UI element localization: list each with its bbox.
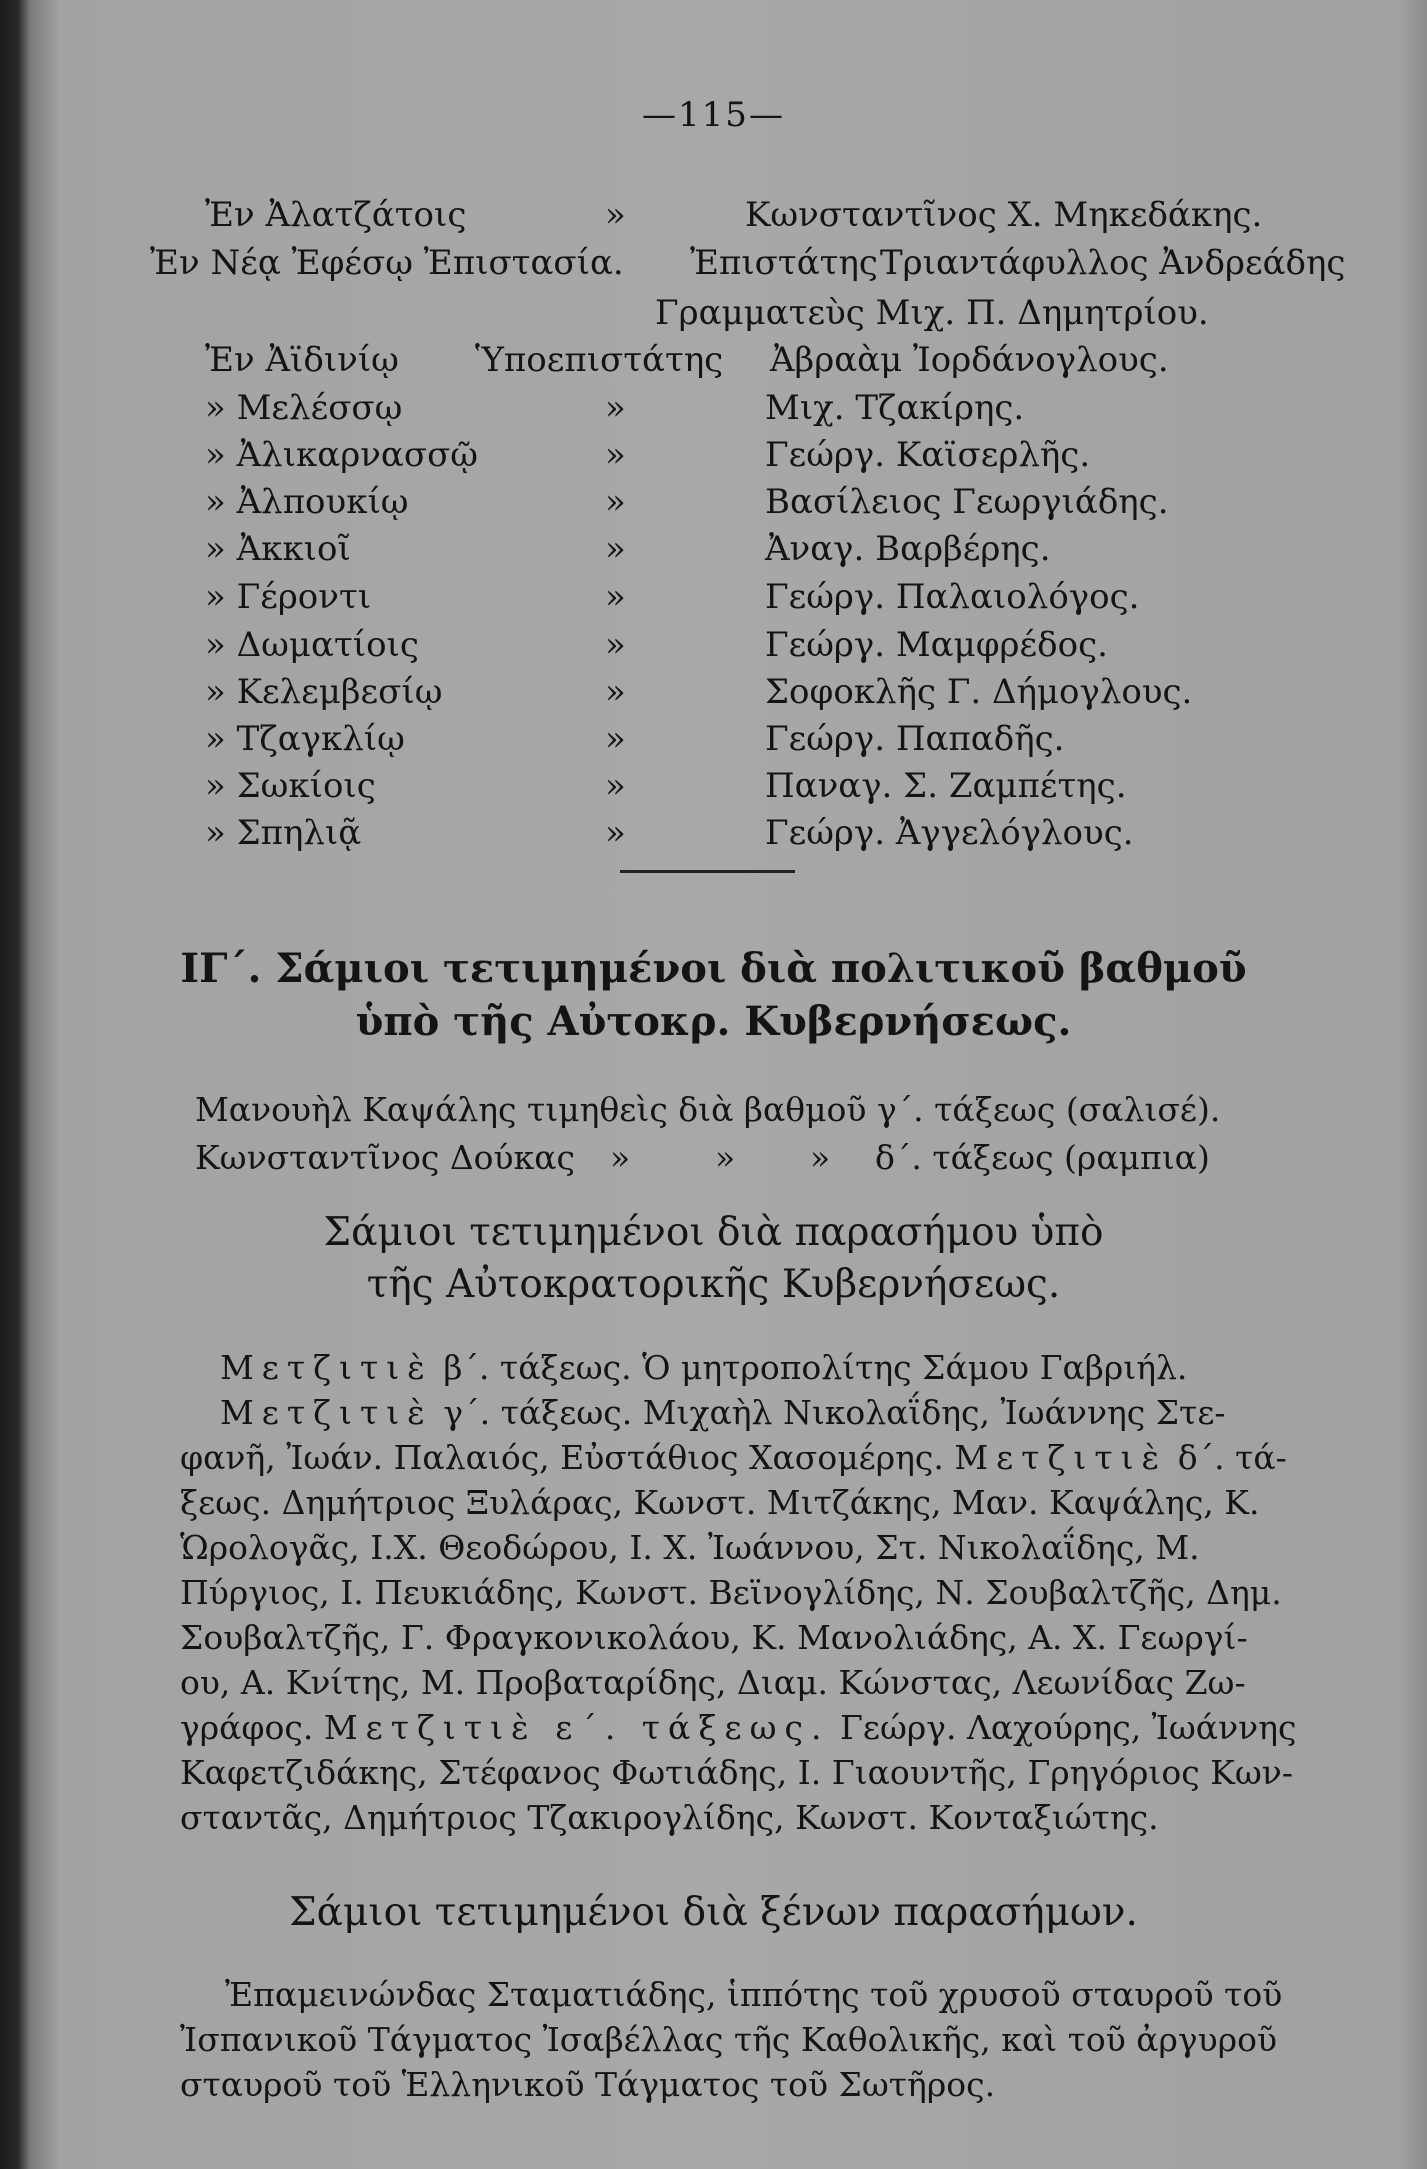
person: Γεώργ. Παπαδῆς. <box>765 719 1065 759</box>
list-item <box>0 293 1427 339</box>
list-item <box>0 766 1427 812</box>
order-name: Μετζιτιὲ <box>220 1393 433 1432</box>
place: » Κελεμβεσίῳ <box>205 672 443 712</box>
list-item <box>0 195 1427 241</box>
list-item <box>0 340 1427 386</box>
text-line: β΄. τάξεως. Ὁ μητροπολίτης Σάμου Γαβριήλ. <box>443 1348 1188 1387</box>
person: Γεώργ. Καϊσερλῆς. <box>765 435 1091 475</box>
person: Ἀβραὰμ Ἰορδάνογλους. <box>770 340 1169 380</box>
person: Μιχ. Τζακίρης. <box>765 388 1025 428</box>
person: Κωνσταντῖνος Χ. Μηκεδάκης. <box>745 195 1263 235</box>
text-line: Καφετζιδάκης, Στέφανος Φωτιάδης, Ι. Γιαουντῆς, Γρηγόριος Κων- <box>180 1753 1293 1792</box>
role: » <box>605 719 626 759</box>
list-item <box>0 672 1427 718</box>
place: » Ἀλικαρνασσῷ <box>205 435 479 475</box>
person: Γεώργ. Ἀγγελόγλους. <box>765 813 1134 853</box>
rank-entry: Κωνσταντῖνος Δούκας <box>195 1138 575 1177</box>
role: » <box>605 388 626 428</box>
text-line: Ἐπαμεινώνδας Σταματιάδης, ἱππότης τοῦ χρυσοῦ σταυροῦ τοῦ <box>225 1975 1283 2014</box>
person: Τριαντάφυλλος Ἀνδρεάδης <box>880 243 1346 283</box>
place: » Μελέσσῳ <box>205 388 403 428</box>
role: Ἐπιστάτης <box>690 243 878 283</box>
text-line: Ὡρολογᾶς, Ι.Χ. Θεοδώρου, Ι. Χ. Ἰωάννου, Στ. Νικολαΐδης, Μ. <box>180 1528 1200 1567</box>
text-line: σταυροῦ τοῦ Ἑλληνικοῦ Τάγματος τοῦ Σωτῆρος. <box>180 2065 996 2104</box>
place: » Δωματίοις <box>205 625 419 665</box>
foreign-decorations-heading: Σάμιοι τετιμημένοι διὰ ξένων παρασήμων. <box>289 1890 1138 1935</box>
person: Βασίλειος Γεωργιάδης. <box>765 482 1169 522</box>
person: Σοφοκλῆς Γ. Δήμογλους. <box>765 672 1193 712</box>
order-name: Μετζιτιὲ ε΄. τάξεως. <box>323 1708 830 1747</box>
person: Γεώργ. Μαμφρέδος. <box>765 625 1108 665</box>
place: Ἐν Ἀλατζάτοις <box>205 195 467 235</box>
text-line: δ΄. τά- <box>1177 1438 1287 1477</box>
person: Γεώργ. Παλαιολόγος. <box>765 577 1140 617</box>
role: » <box>605 435 626 475</box>
place: » Τζαγκλίῳ <box>205 719 405 759</box>
text-line: φανῆ, Ἰωάν. Παλαιός, Εὐστάθιος Χασομέρης. <box>180 1438 944 1477</box>
role: » <box>605 529 626 569</box>
role: » <box>605 813 626 853</box>
list-item <box>0 388 1427 434</box>
decorations-heading: Σάμιοι τετιμημένοι διὰ παρασήμου ὑπὸ <box>323 1210 1104 1255</box>
ditto-mark: » <box>810 1138 831 1177</box>
role: » <box>605 625 626 665</box>
list-item <box>0 625 1427 671</box>
decorations-heading-continued: τῆς Αὐτοκρατορικῆς Κυβερνήσεως. <box>366 1262 1061 1307</box>
rank-entry-rest: δ΄. τάξεως (ραμπια) <box>875 1138 1210 1177</box>
role: » <box>605 577 626 617</box>
text-line: Σουβαλτζῆς, Γ. Φραγκονικολάου, Κ. Μανολιάδης, Α. Χ. Γεωργί- <box>180 1618 1248 1657</box>
role: » <box>605 195 626 235</box>
text-line: γ΄. τάξεως. Μιχαὴλ Νικολαΐδης, Ἰωάννης Στε- <box>443 1393 1226 1432</box>
role: » <box>605 482 626 522</box>
text-line: γράφος. <box>180 1708 314 1747</box>
rank-entry: Μανουὴλ Καψάλης τιμηθεὶς διὰ βαθμοῦ γ΄. τάξεως (σαλισέ). <box>195 1090 1221 1129</box>
ditto-mark: » <box>715 1138 736 1177</box>
list-item <box>0 719 1427 765</box>
text-line: Γεώργ. Λαχούρης, Ἰωάννης <box>840 1708 1297 1747</box>
list-item <box>0 529 1427 575</box>
text-line: ξεως. Δημήτριος Ξυλάρας, Κωνστ. Μιτζάκης, Μαν. Καψάλης, Κ. <box>180 1483 1260 1522</box>
role: » <box>605 672 626 712</box>
list-item <box>0 577 1427 623</box>
list-item <box>0 243 1427 289</box>
place: Ἐν Ἀϊδινίῳ <box>205 340 399 380</box>
list-item <box>0 435 1427 481</box>
divider <box>620 870 795 873</box>
place: » Ἀλπουκίῳ <box>205 482 409 522</box>
place: » Ἀκκιοῖ <box>205 529 351 569</box>
section-heading: ΙΓ΄. Σάμιοι τετιμημένοι διὰ πολιτικοῦ βαθμοῦ <box>180 945 1247 992</box>
place: » Γέροντι <box>205 577 372 617</box>
text-line: Ἰσπανικοῦ Τάγματος Ἰσαβέλλας τῆς Καθολικῆς, καὶ τοῦ ἀργυροῦ <box>180 2020 1278 2059</box>
order-name: Μετζιτιὲ <box>954 1438 1168 1477</box>
person: Παναγ. Σ. Ζαμπέτης. <box>765 766 1127 806</box>
order-name: Μετζιτιὲ <box>220 1348 433 1387</box>
section-heading-continued: ὑπὸ τῆς Αὐτοκρ. Κυβερνήσεως. <box>355 998 1072 1045</box>
ditto-mark: » <box>610 1138 631 1177</box>
page-number: —115— <box>642 95 785 135</box>
list-item <box>0 813 1427 859</box>
place: » Σωκίοις <box>205 766 376 806</box>
person: Ἀναγ. Βαρβέρης. <box>765 529 1051 569</box>
list-item <box>0 482 1427 528</box>
place: Ἐν Νέᾳ Ἐφέσῳ Ἐπιστασία. <box>150 243 624 283</box>
person: Γραμματεὺς Μιχ. Π. Δημητρίου. <box>655 293 1209 333</box>
place: » Σπηλιᾷ <box>205 813 362 853</box>
text-line: Πύργιος, Ι. Πευκιάδης, Κωνστ. Βεϊνογλίδης, Ν. Σουβαλτζῆς, Δημ. <box>180 1573 1282 1612</box>
text-line: σταντᾶς, Δημήτριος Τζακιρογλίδης, Κωνστ. Κονταξιώτης. <box>180 1798 1159 1837</box>
role: Ὑποεπιστάτης <box>475 340 724 380</box>
text-line: ου, Α. Κνίτης, Μ. Προβαταρίδης, Διαμ. Κώνστας, Λεωνίδας Ζω- <box>180 1663 1246 1702</box>
role: » <box>605 766 626 806</box>
